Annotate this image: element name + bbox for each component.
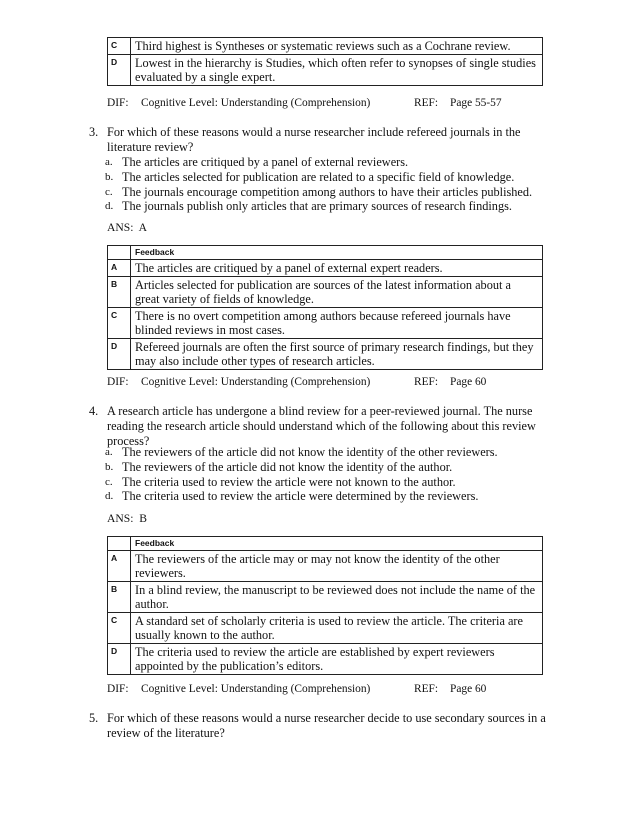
question-stem: A research article has undergone a blind review for a peer-reviewed journal. The nurse reading the research article should understand which of the following about this review process? (107, 404, 536, 448)
option-letter: b. (105, 461, 114, 473)
feedback-letter: C (108, 38, 131, 55)
feedback-letter: B (108, 582, 131, 613)
feedback-text: Refereed journals are often the first source of primary research findings, but they may also include other types of research articles. (131, 339, 543, 370)
feedback-letter: A (108, 260, 131, 277)
feedback-row (108, 339, 543, 370)
dif-label: DIF: (107, 97, 129, 109)
q4-feedback-table (107, 536, 543, 675)
option-text: The reviewers of the article did not know the identity of the author. (122, 460, 453, 474)
feedback-row (108, 38, 543, 55)
question-stem: For which of these reasons would a nurse researcher decide to use secondary sources in a review of the literature? (107, 711, 546, 740)
option-letter: b. (105, 171, 114, 183)
ans-value: B (139, 512, 147, 525)
option-a (105, 155, 565, 170)
q4-dif-line (107, 682, 547, 697)
feedback-letter: B (108, 277, 131, 308)
option-b (105, 460, 565, 475)
dif-label: DIF: (107, 683, 129, 695)
feedback-header: Feedback (131, 537, 543, 551)
cognitive-level: Cognitive Level: Understanding (Comprehension) (141, 376, 371, 388)
feedback-row (108, 551, 543, 582)
option-letter: c. (105, 186, 113, 198)
cognitive-level: Cognitive Level: Understanding (Comprehension) (141, 97, 371, 109)
feedback-text: Third highest is Syntheses or systematic reviews such as a Cochrane review. (131, 38, 543, 55)
ref-page: Page 60 (450, 683, 487, 695)
option-letter: a. (105, 156, 113, 168)
question-number: 4. (89, 404, 99, 418)
option-text: The journals publish only articles that are primary sources of research findings. (122, 199, 512, 213)
option-d (105, 199, 565, 214)
option-c (105, 185, 565, 200)
feedback-header-row (108, 246, 543, 260)
ref-label: REF: (414, 376, 439, 388)
feedback-letter: A (108, 551, 131, 582)
ref-label: REF: (414, 97, 439, 109)
option-b (105, 170, 565, 185)
question-number: 3. (89, 125, 99, 139)
feedback-text: The articles are critiqued by a panel of external expert readers. (131, 260, 543, 277)
ref-label: REF: (414, 683, 439, 695)
option-d (105, 489, 565, 504)
feedback-row (108, 582, 543, 613)
feedback-text: Articles selected for publication are sources of the latest information about a great variety of fields of knowledge. (131, 277, 543, 308)
option-letter: c. (105, 476, 113, 488)
q3-feedback-table (107, 245, 543, 370)
q3-dif-line (107, 375, 547, 390)
ref-page: Page 55-57 (450, 97, 502, 109)
answer-line (107, 220, 147, 235)
feedback-text: The reviewers of the article may or may not know the identity of the other reviewers. (131, 551, 543, 582)
feedback-row (108, 308, 543, 339)
feedback-text: The criteria used to review the article are established by expert reviewers appointed by the publication’s editors. (131, 644, 543, 675)
option-letter: d. (105, 490, 114, 502)
feedback-row (108, 260, 543, 277)
feedback-header-row (108, 537, 543, 551)
dif-label: DIF: (107, 376, 129, 388)
option-text: The reviewers of the article did not know the identity of the other reviewers. (122, 445, 498, 459)
feedback-letter: D (108, 55, 131, 86)
feedback-row (108, 613, 543, 644)
cognitive-level: Cognitive Level: Understanding (Comprehension) (141, 683, 371, 695)
feedback-letter: C (108, 613, 131, 644)
option-text: The criteria used to review the article were determined by the reviewers. (122, 489, 479, 503)
feedback-row (108, 277, 543, 308)
answer-line (107, 511, 147, 526)
q2-dif-line (107, 96, 547, 111)
feedback-text: There is no overt competition among authors because refereed journals have blinded reviews in most cases. (131, 308, 543, 339)
feedback-row (108, 644, 543, 675)
option-text: The criteria used to review the article were not known to the author. (122, 475, 456, 489)
ref-page: Page 60 (450, 376, 487, 388)
feedback-header: Feedback (131, 246, 543, 260)
q2-feedback-table (107, 37, 543, 86)
ans-value: A (138, 221, 147, 234)
feedback-letter: C (108, 308, 131, 339)
feedback-text: A standard set of scholarly criteria is used to review the article. The criteria are usually known to the author. (131, 613, 543, 644)
option-text: The articles are critiqued by a panel of external reviewers. (122, 155, 409, 169)
question-stem: For which of these reasons would a nurse researcher include refereed journals in the literature review? (107, 125, 521, 154)
question-number: 5. (89, 711, 99, 725)
option-letter: d. (105, 200, 114, 212)
option-letter: a. (105, 446, 113, 458)
option-a (105, 445, 565, 460)
ans-label: ANS: (107, 221, 134, 234)
feedback-text: Lowest in the hierarchy is Studies, which often refer to synopses of single studies evaluated by a single expert. (131, 55, 543, 86)
option-text: The articles selected for publication are related to a specific field of knowledge. (122, 170, 515, 184)
feedback-row (108, 55, 543, 86)
ans-label: ANS: (107, 512, 134, 525)
feedback-letter: D (108, 644, 131, 675)
feedback-text: In a blind review, the manuscript to be reviewed does not include the name of the author. (131, 582, 543, 613)
feedback-letter: D (108, 339, 131, 370)
option-text: The journals encourage competition among authors to have their articles published. (122, 185, 533, 199)
option-c (105, 475, 565, 490)
